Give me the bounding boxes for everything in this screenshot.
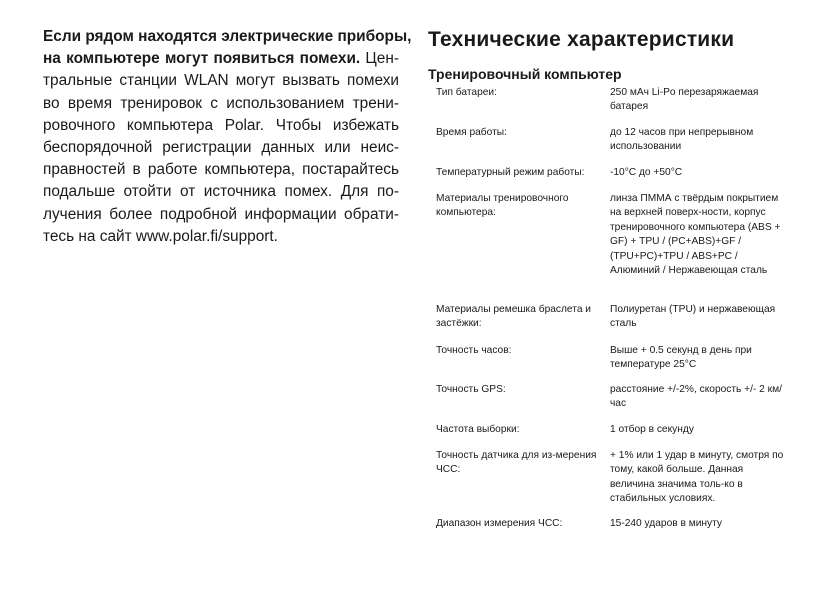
spec-value: до 12 часов при непрерывном использовании [610, 127, 754, 153]
spec-value: 15-240 ударов в минуту [610, 518, 723, 529]
paragraph-line: ровочного компьютера Polar. Чтобы избежать [43, 116, 399, 134]
paragraph-line: беспорядочной регистрации данных или неис- [43, 139, 399, 157]
spec-value: Полиуретан (TPU) и нержавеющая сталь [610, 304, 776, 330]
spec-value: расстояние +/-2%, скорость +/- 2 км/час [610, 384, 782, 410]
spec-label: Температурный режим работы: [436, 167, 585, 178]
paragraph-line: во время тренировок с использованием трени- [43, 94, 399, 112]
page-title: Технические характеристики [428, 28, 735, 51]
spec-label: Точность датчика для из-мерения ЧСС: [436, 450, 597, 476]
paragraph-line: тесь на сайт www.polar.fi/support. [43, 227, 278, 245]
spec-value: + 1% или 1 удар в минуту, смотря по тому, какой больше. Данная величина значима толь-ко в стабильных условиях. [610, 450, 784, 505]
paragraph-line: Если рядом находятся электрические приборы, [43, 28, 412, 45]
left-column [43, 26, 412, 248]
spec-label: Диапазон измерения ЧСС: [436, 518, 563, 529]
right-column [428, 26, 788, 529]
spec-value: -10°C до +50°C [610, 167, 683, 178]
paragraph-line: тральные станции WLAN могут вызвать помехи [43, 72, 399, 90]
spec-label: Тип батареи: [436, 87, 497, 98]
spec-label: Частота выборки: [436, 424, 520, 435]
paragraph-line: лучения более подробной информации обрати- [43, 205, 399, 223]
spec-value: Выше + 0.5 секунд в день при температуре 25°C [610, 345, 752, 371]
paragraph-line: на компьютере могут появиться помехи. Цен- [43, 50, 399, 68]
paragraph-line: подальше отойти от источника помех. Для по- [43, 183, 399, 201]
spec-value: 1 отбор в секунду [610, 424, 694, 435]
spec-value: линза ПММА с твёрдым покрытием на верхней поверх-ности, корпус тренировочного компьютера (ABS + GF) + TPU / (PC+ABS)+GF / (TPU+PC)+TPU / ABS+PC / Алюминий / Нержавеющая сталь [610, 193, 781, 277]
spec-label: Точность часов: [436, 345, 512, 356]
spec-label: Материалы тренировочного компьютера: [436, 193, 569, 219]
spec-label: Материалы ремешка браслета и застёжки: [436, 304, 592, 330]
spec-value: 250 мАч Li-Po перезаряжаемая батарея [610, 87, 759, 113]
paragraph-line: правностей в работе компьютера, постарайтесь [43, 161, 399, 179]
spec-label: Точность GPS: [436, 384, 506, 395]
section-title: Тренировочный компьютер [428, 66, 622, 82]
spec-label: Время работы: [436, 127, 507, 138]
